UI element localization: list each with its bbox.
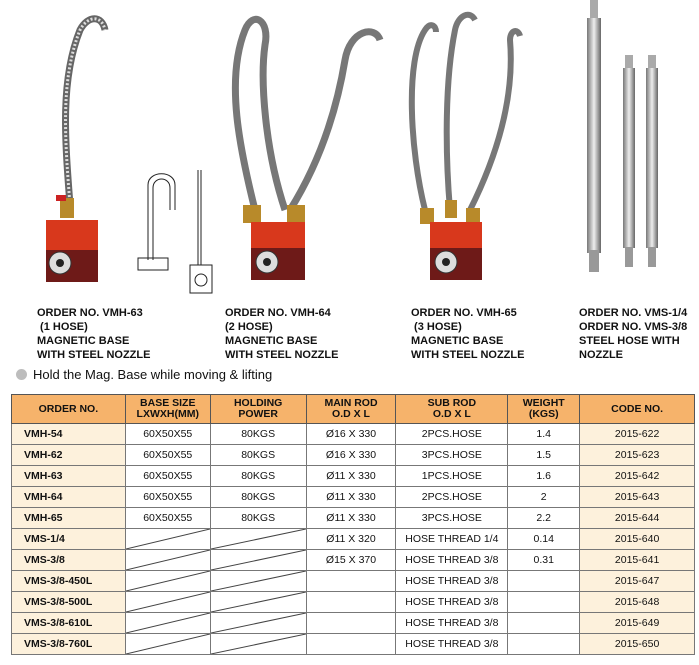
cell-order: VMS-3/8-760L — [12, 634, 126, 655]
cell-power — [210, 634, 306, 655]
col-order-no: ORDER NO. — [12, 395, 126, 424]
cell-code: 2015-647 — [580, 571, 695, 592]
cell-code: 2015-643 — [580, 487, 695, 508]
vmh-63-image — [20, 0, 220, 305]
cell-base — [125, 613, 210, 634]
cell-sub: HOSE THREAD 1/4 — [396, 529, 508, 550]
cell-main: Ø16 X 330 — [306, 445, 396, 466]
spec-table — [11, 394, 695, 655]
cell-code: 2015-623 — [580, 445, 695, 466]
cell-main: Ø16 X 330 — [306, 424, 396, 445]
caption-vmh-65: ORDER NO. VMH-65 (3 HOSE) MAGNETIC BASE WITH STEEL NOZZLE — [411, 307, 525, 361]
cell-base: 60X50X55 — [125, 445, 210, 466]
cell-main — [306, 634, 396, 655]
cell-weight: 2 — [508, 487, 580, 508]
cell-main: Ø11 X 330 — [306, 508, 396, 529]
cell-code: 2015-648 — [580, 592, 695, 613]
cell-weight — [508, 613, 580, 634]
cell-power: 80KGS — [210, 445, 306, 466]
cell-sub: HOSE THREAD 3/8 — [396, 550, 508, 571]
cell-sub: 3PCS.HOSE — [396, 445, 508, 466]
cell-code: 2015-644 — [580, 508, 695, 529]
cell-weight — [508, 634, 580, 655]
cell-sub: HOSE THREAD 3/8 — [396, 571, 508, 592]
cell-main — [306, 592, 396, 613]
cell-main: Ø15 X 370 — [306, 550, 396, 571]
vms-hose-image — [570, 0, 670, 280]
table-row — [12, 550, 695, 571]
table-row — [12, 529, 695, 550]
cell-sub: HOSE THREAD 3/8 — [396, 634, 508, 655]
table-header-row — [12, 395, 695, 424]
cell-base: 60X50X55 — [125, 508, 210, 529]
cell-order: VMH-64 — [12, 487, 126, 508]
cell-order: VMS-3/8-500L — [12, 592, 126, 613]
cell-main: Ø11 X 320 — [306, 529, 396, 550]
cell-power — [210, 592, 306, 613]
cell-weight: 1.4 — [508, 424, 580, 445]
cell-power: 80KGS — [210, 424, 306, 445]
cell-order: VMH-62 — [12, 445, 126, 466]
table-row — [12, 487, 695, 508]
cell-weight: 1.5 — [508, 445, 580, 466]
cell-base — [125, 529, 210, 550]
table-row — [12, 466, 695, 487]
cell-power — [210, 613, 306, 634]
cell-base: 60X50X55 — [125, 424, 210, 445]
cell-base — [125, 592, 210, 613]
cell-sub: 2PCS.HOSE — [396, 424, 508, 445]
col-weight: WEIGHT (KGS) — [508, 395, 580, 424]
table-row — [12, 634, 695, 655]
cell-base — [125, 550, 210, 571]
cell-sub: HOSE THREAD 3/8 — [396, 613, 508, 634]
table-row — [12, 508, 695, 529]
col-holding-power: HOLDING POWER — [210, 395, 306, 424]
cell-code: 2015-649 — [580, 613, 695, 634]
cell-sub: 3PCS.HOSE — [396, 508, 508, 529]
vmh-65-image — [400, 0, 540, 305]
cell-sub: 1PCS.HOSE — [396, 466, 508, 487]
cell-order: VMH-54 — [12, 424, 126, 445]
cell-main — [306, 613, 396, 634]
bullet-icon — [16, 369, 27, 380]
cell-weight — [508, 571, 580, 592]
cell-sub: 2PCS.HOSE — [396, 487, 508, 508]
cell-base — [125, 571, 210, 592]
cell-main — [306, 571, 396, 592]
cell-main: Ø11 X 330 — [306, 466, 396, 487]
cell-sub: HOSE THREAD 3/8 — [396, 592, 508, 613]
table-row — [12, 445, 695, 466]
cell-order: VMS-3/8-610L — [12, 613, 126, 634]
cell-order: VMH-63 — [12, 466, 126, 487]
cell-code: 2015-642 — [580, 466, 695, 487]
table-row — [12, 424, 695, 445]
col-sub-rod: SUB ROD O.D X L — [396, 395, 508, 424]
cell-weight: 0.31 — [508, 550, 580, 571]
cell-power: 80KGS — [210, 466, 306, 487]
table-row — [12, 571, 695, 592]
cell-code: 2015-650 — [580, 634, 695, 655]
cell-power: 80KGS — [210, 508, 306, 529]
cell-code: 2015-622 — [580, 424, 695, 445]
handling-note-text: Hold the Mag. Base while moving & lifting — [33, 367, 273, 382]
cell-power — [210, 529, 306, 550]
table-row — [12, 592, 695, 613]
col-main-rod: MAIN ROD O.D X L — [306, 395, 396, 424]
cell-weight — [508, 592, 580, 613]
caption-vms: ORDER NO. VMS-1/4 ORDER NO. VMS-3/8 STEEL HOSE WITH NOZZLE — [579, 307, 688, 361]
col-code-no: CODE NO. — [580, 395, 695, 424]
cell-weight: 2.2 — [508, 508, 580, 529]
caption-vmh-64: ORDER NO. VMH-64 (2 HOSE) MAGNETIC BASE WITH STEEL NOZZLE — [225, 307, 339, 361]
cell-base — [125, 634, 210, 655]
cell-order: VMS-1/4 — [12, 529, 126, 550]
cell-main: Ø11 X 330 — [306, 487, 396, 508]
cell-order: VMS-3/8-450L — [12, 571, 126, 592]
vmh-64-image — [215, 0, 395, 305]
cell-weight: 1.6 — [508, 466, 580, 487]
cell-order: VMS-3/8 — [12, 550, 126, 571]
col-base-size: BASE SIZE LXWXH(MM) — [125, 395, 210, 424]
cell-code: 2015-640 — [580, 529, 695, 550]
cell-base: 60X50X55 — [125, 466, 210, 487]
handling-note — [16, 367, 272, 382]
cell-weight: 0.14 — [508, 529, 580, 550]
cell-order: VMH-65 — [12, 508, 126, 529]
caption-vmh-63: ORDER NO. VMH-63 (1 HOSE) MAGNETIC BASE WITH STEEL NOZZLE — [37, 307, 151, 361]
cell-base: 60X50X55 — [125, 487, 210, 508]
cell-power: 80KGS — [210, 487, 306, 508]
cell-code: 2015-641 — [580, 550, 695, 571]
cell-power — [210, 550, 306, 571]
cell-power — [210, 571, 306, 592]
table-row — [12, 613, 695, 634]
